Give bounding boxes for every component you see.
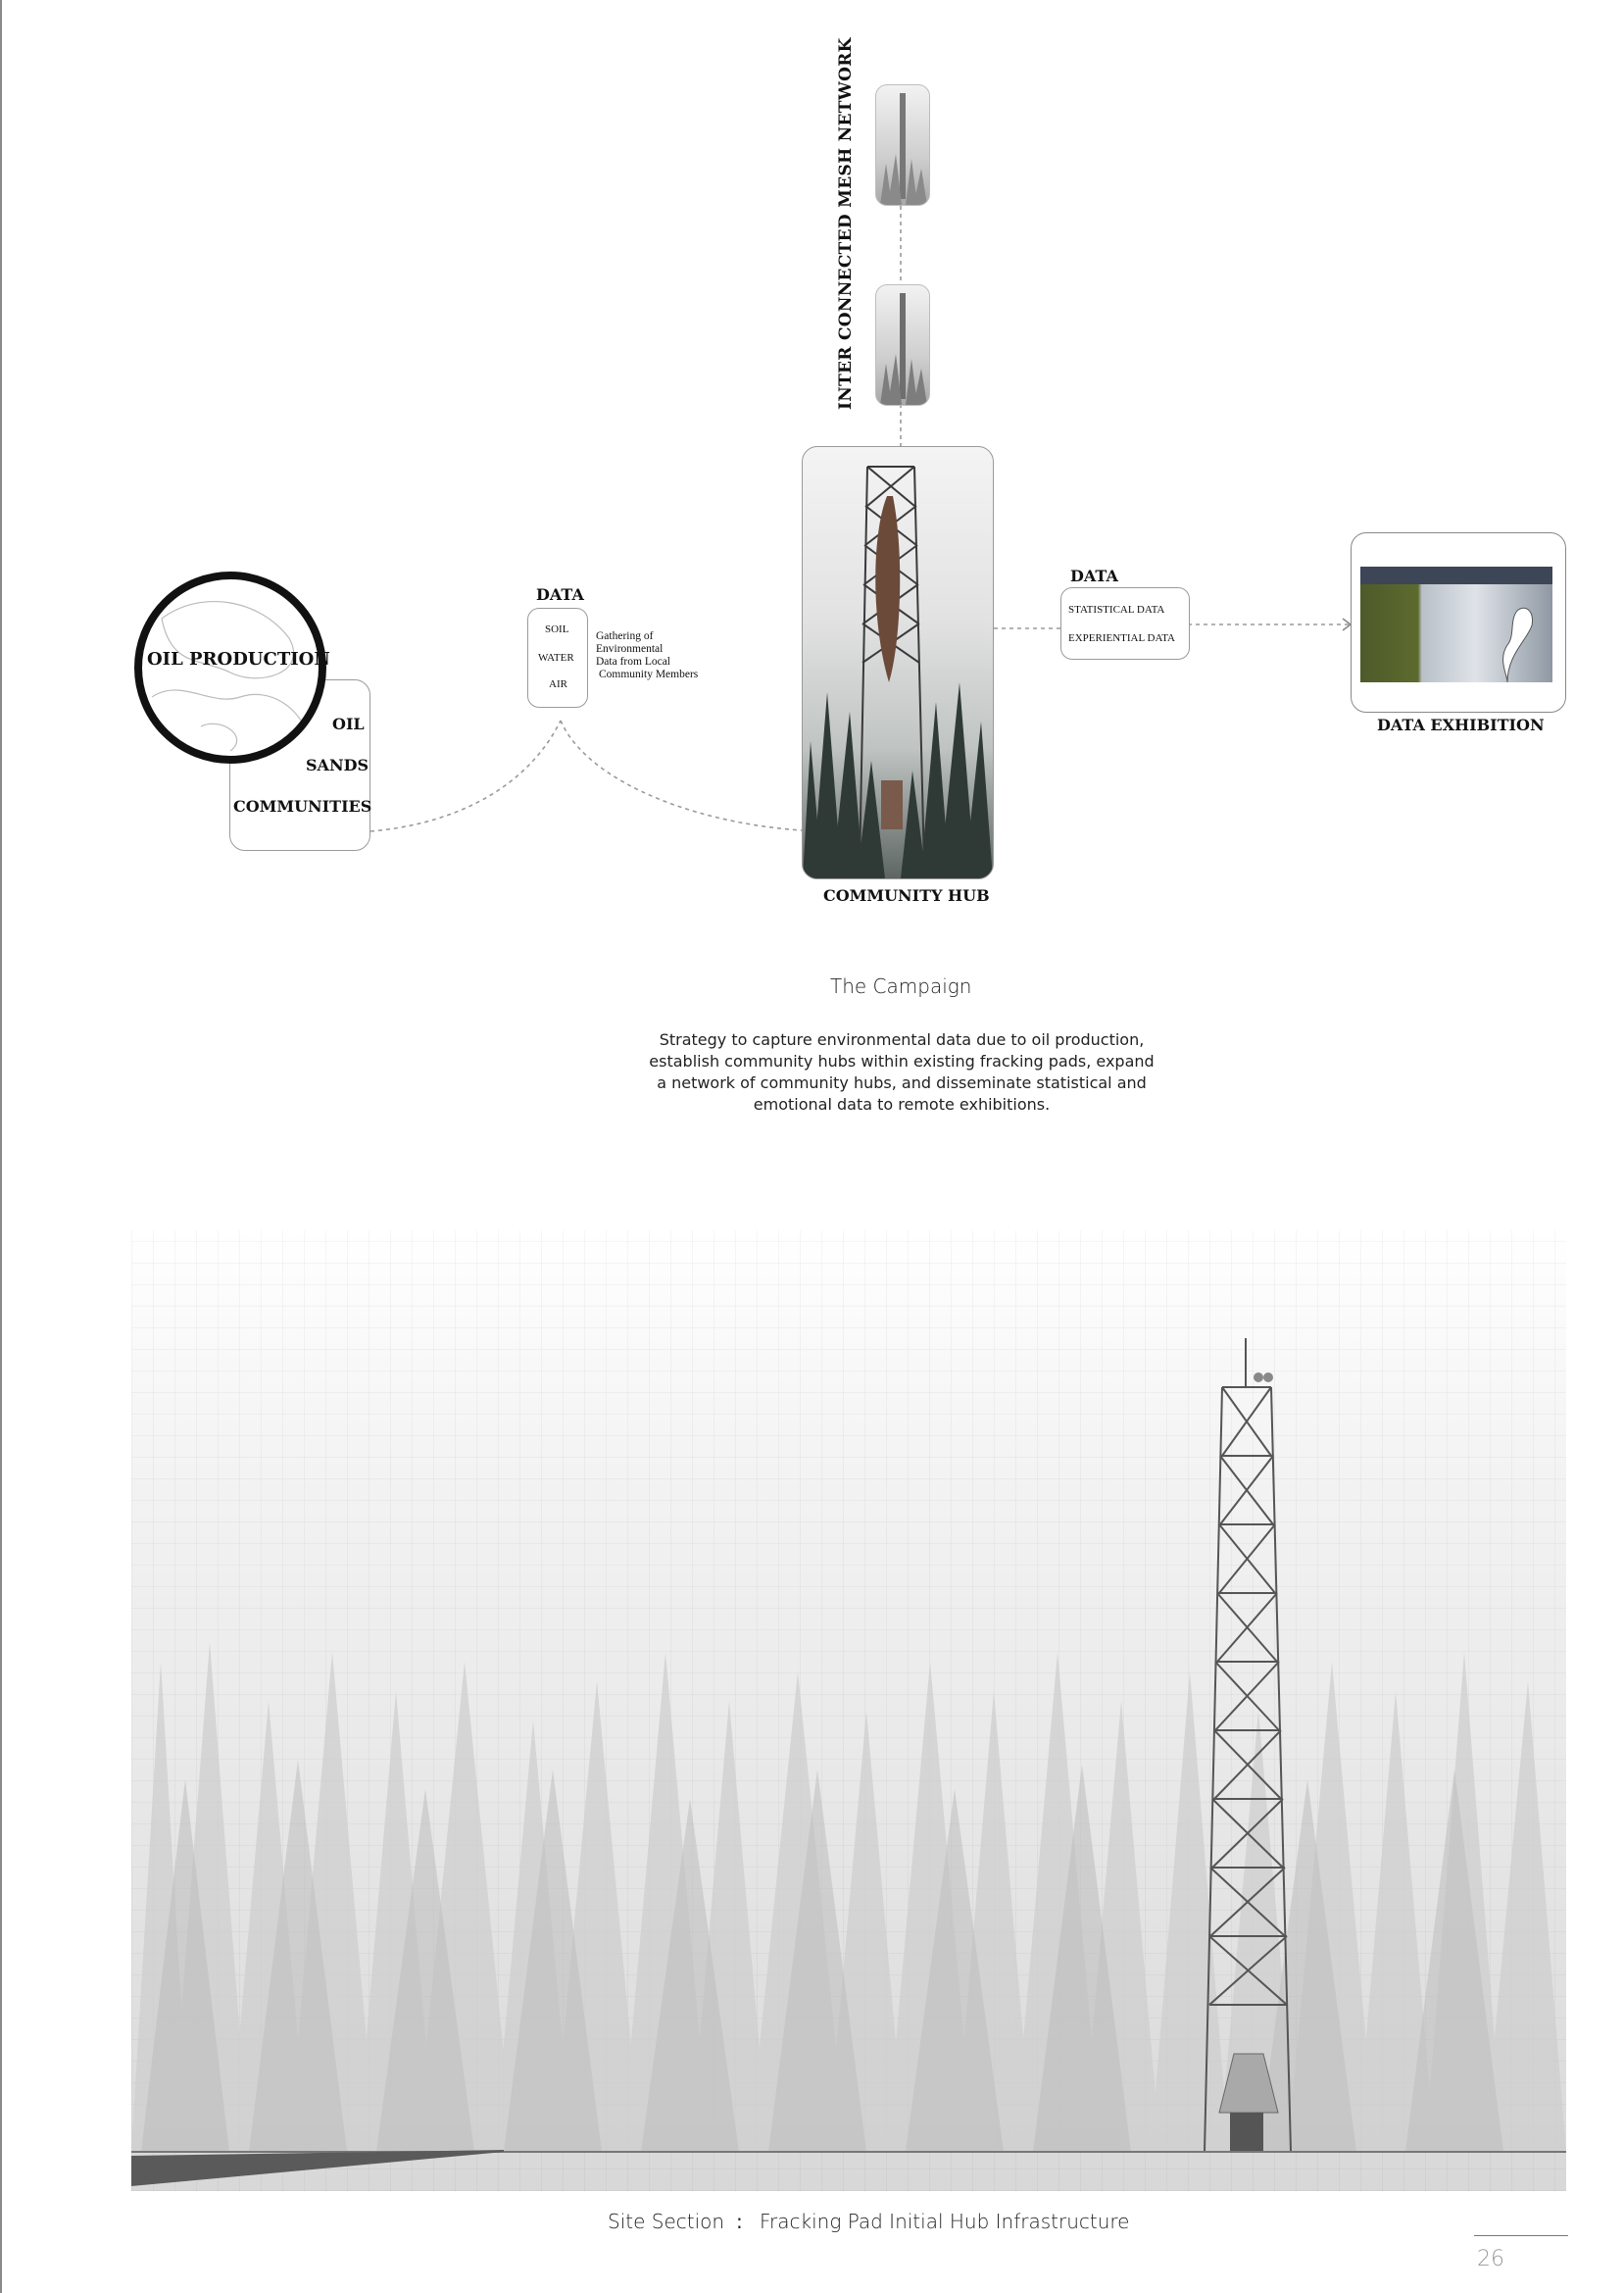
hub-tower-illustration [803,447,993,878]
hub-base [1230,2113,1263,2152]
data-air: AIR [549,678,567,690]
mesh-node-bottom-image [875,284,930,406]
sensor-icon-1 [1254,1372,1263,1382]
visitor-silhouette-icon [1360,567,1552,682]
link-data-to-hub [561,721,823,831]
mesh-network-label: INTER CONNECTED MESH NETWORK [836,37,856,410]
site-section-drawing [131,1230,1566,2191]
campaign-title: The Campaign [830,974,972,998]
data-left-heading: DATA [536,585,584,604]
data-gathering-note-2: Environmental [596,643,664,655]
campaign-description [608,1029,1196,1116]
site-section-label: Site Section [608,2210,725,2233]
campaign-line-3: a network of community hubs, and disseminate statistical and [657,1073,1147,1092]
data-soil: SOIL [545,623,569,635]
data-exhibition-image [1360,567,1552,682]
mesh-node-top-tower-icon [876,85,929,205]
mesh-node-top-image [875,84,930,206]
link-communities-to-data [370,721,561,831]
data-gathering-note-3: Data from Local [596,656,670,668]
mesh-node-bottom-tower-icon [876,285,929,405]
campaign-line-2: establish community hubs within existing fracking pads, expand [649,1052,1155,1071]
oil-production-label: OIL PRODUCTION [147,649,330,670]
community-hub-label: COMMUNITY HUB [823,886,990,905]
site-section-title: Fracking Pad Initial Hub Infrastructure [760,2210,1130,2233]
campaign-line-4: emotional data to remote exhibitions. [753,1095,1051,1114]
site-section-illustration [131,1230,1566,2191]
oil-label: OIL [332,715,365,733]
statistical-data-label: STATISTICAL DATA [1068,604,1165,616]
data-gathering-note-4: Community Members [599,669,699,680]
page-number-rule [1474,2235,1568,2236]
communities-label: COMMUNITIES [233,797,372,816]
data-water: WATER [538,652,574,664]
community-hub-image [802,446,994,879]
sensor-icon-2 [1263,1372,1273,1382]
terrain-edge [131,2150,504,2186]
campaign-line-1: Strategy to capture environmental data due to oil production, [659,1030,1145,1049]
data-exhibition-label: DATA EXHIBITION [1377,716,1545,734]
data-right-heading: DATA [1070,567,1118,585]
data-gathering-note-1: Gathering of [596,630,654,642]
data-right-box [1060,587,1190,660]
sands-label: SANDS [306,756,369,774]
experiential-data-label: EXPERIENTIAL DATA [1068,632,1176,644]
site-section-separator: : [736,2210,743,2233]
page-number: 26 [1477,2247,1504,2271]
